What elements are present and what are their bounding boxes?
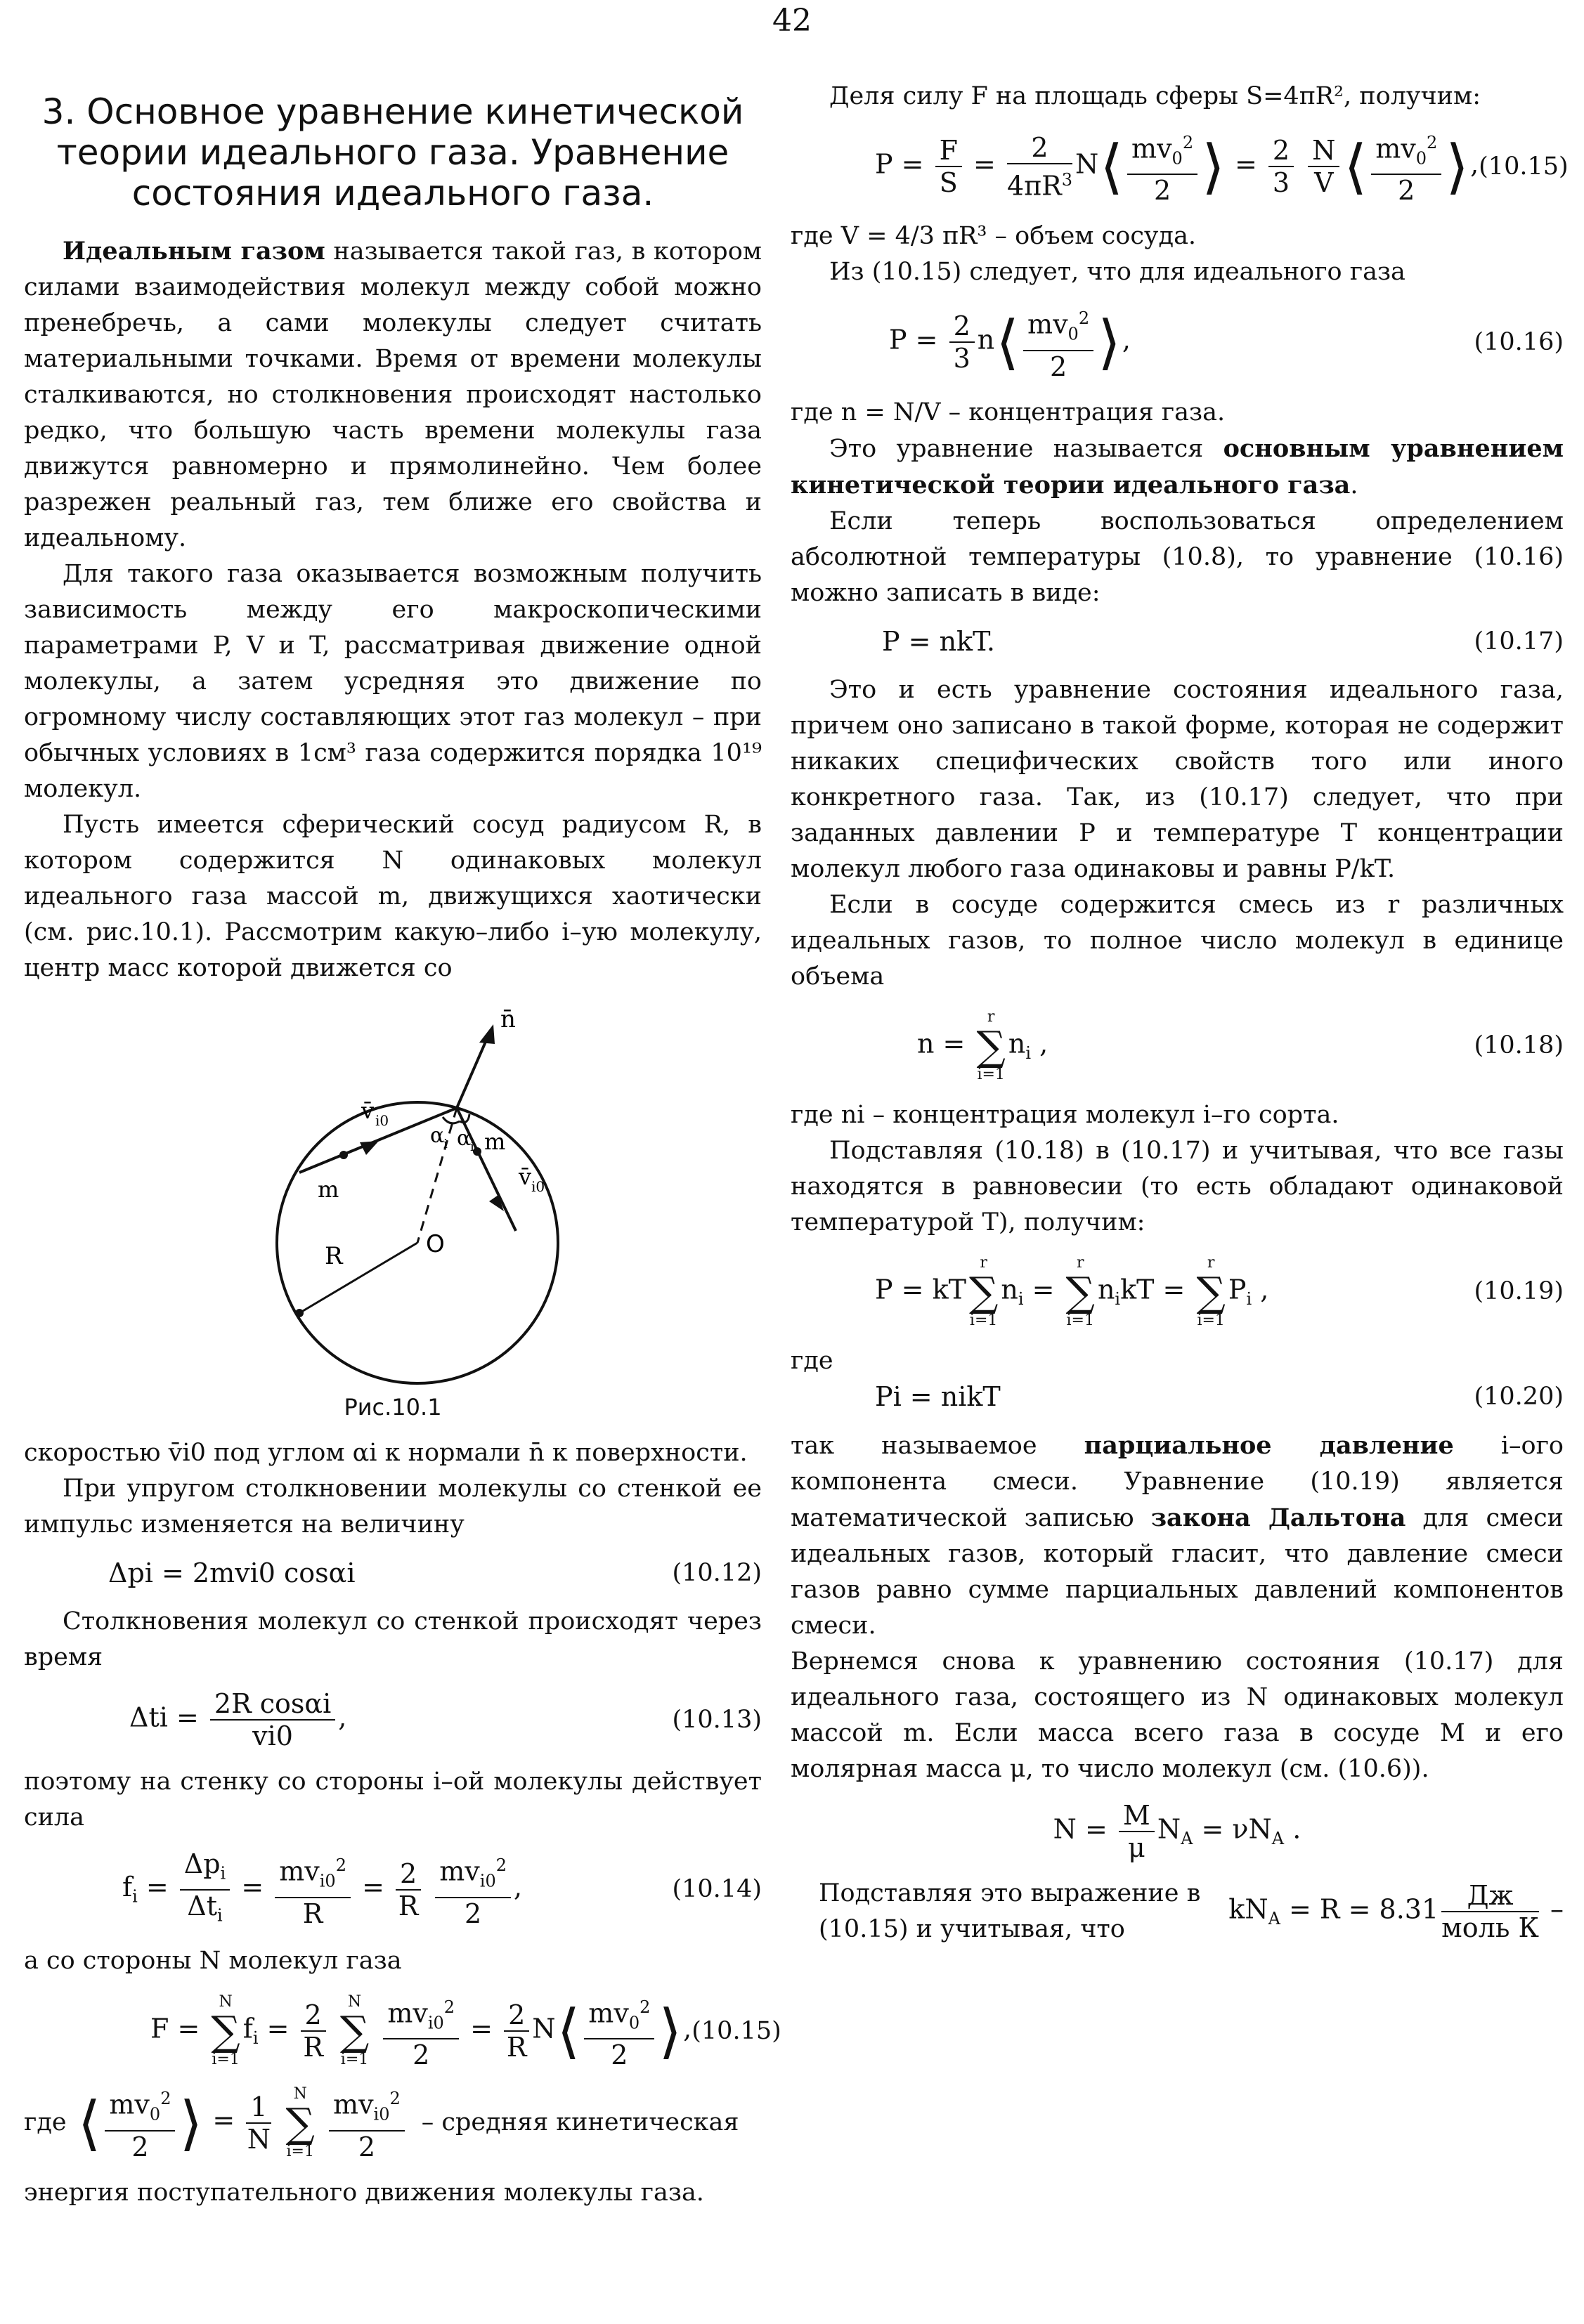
equation-n-molecules-body: N = $\frac{M}{\mu}$ $N_A = \nu N_A$ .	[1053, 1799, 1301, 1863]
page-number: 42	[772, 3, 812, 39]
paragraph-n-molecules: а со стороны N молекул газа	[24, 1947, 402, 1976]
normal-arrowhead	[479, 1024, 495, 1044]
equation-10-20-body: Pi = nikT	[875, 1380, 1001, 1412]
paragraph-concentration: где n = N/V – концентрация газа.	[791, 398, 1226, 426]
figure-caption: Рис.10.1	[344, 1394, 442, 1421]
paragraph-volume: где V = 4/3 πR³ – объем сосуда.	[791, 222, 1197, 251]
equation-10-12	[24, 1555, 762, 1591]
equation-10-15-right	[791, 127, 1569, 207]
label-alpha-1-sub: i	[443, 1137, 448, 1151]
equation-10-13	[24, 1688, 762, 1751]
equation-10-14-body: $f_i$ = $\Delta p_i$ $\Delta t_i$ = $mv_{i0}^2$ R = $\frac{2}{R}$ $mv_{i0}^2$ 2 ,	[122, 1848, 523, 1929]
figure-10-1	[24, 993, 762, 1387]
paragraph-ni: где ni – концентрация молекул i–го сорта.	[791, 1100, 1339, 1129]
equation-10-14	[24, 1848, 762, 1931]
paragraph-basic-equation: Это уравнение называется основным уравнением кинетической теории идеального газа.	[791, 433, 1564, 500]
term-ideal-gas: Идеальным газом	[63, 237, 325, 266]
equation-10-18	[791, 1007, 1564, 1085]
equation-10-19-number: (10.19)	[1474, 1277, 1564, 1305]
equation-10-19	[791, 1253, 1564, 1331]
paragraph-temperature: Если теперь воспользоваться определением абсолютной температуры (10.8), то уравнение (10.16) можно записать в виде:	[791, 507, 1564, 607]
paragraph-pressure: Деля силу F на площадь сферы S=4πR², получим:	[829, 82, 1481, 110]
label-v-out-sub: i0	[531, 1178, 545, 1195]
paragraph-mean-energy: энергия поступательного движения молекулы газа.	[24, 2178, 704, 2207]
label-center: O	[426, 1230, 445, 1258]
paragraph-elastic: При упругом столкновении молекулы со стенкой ее импульс изменяется на величину	[24, 1475, 762, 1539]
paragraph-mixture: Если в сосуде содержится смесь из r различных идеальных газов, то полное число молекул в единице объема	[791, 890, 1564, 991]
equation-10-16	[791, 303, 1564, 381]
normal-vector	[457, 1037, 488, 1108]
term-partial-pressure: парциальное давление	[1084, 1430, 1454, 1460]
equation-10-17-body: P = nkT.	[882, 625, 995, 657]
incoming-arrowhead	[360, 1141, 379, 1155]
radius-line	[299, 1243, 417, 1313]
equation-10-17	[791, 624, 1564, 660]
right-column	[791, 79, 1569, 1960]
equation-10-20-number: (10.20)	[1474, 1382, 1564, 1411]
equation-10-12-body: Δpi = 2mvi0 cosαi	[108, 1558, 356, 1588]
radius-endpoint	[295, 1309, 304, 1317]
equation-10-19-body: P = kT r ∑ i=1 $n_i$ = r ∑ i=1 $n_ikT$ = r ∑ i=1 $P_i$ ,	[875, 1253, 1269, 1329]
paragraph-force-i: поэтому на стенку со стороны i–ой молекулы действует сила	[24, 1768, 762, 1832]
equation-10-20	[791, 1379, 1564, 1415]
term-basic-equation: основным уравнением кинетической теории идеального газа	[791, 433, 1564, 500]
gas-constant-formula: $kN_A = R = 8.31$ Дж моль К –	[1228, 1879, 1564, 1943]
paragraph-velocity-angle: скоростью v̄i0 под углом αi к нормали n̄ к поверхности.	[24, 1439, 748, 1467]
closing-line: Подставляя это выражение в (10.15) и учитывая, что $kN_A = R = 8.31$ Дж моль К –	[819, 1879, 1564, 1943]
paragraph-from-10-15: Из (10.15) следует, что для идеального газа	[829, 258, 1406, 287]
equation-10-13-number: (10.13)	[672, 1705, 762, 1734]
left-column	[24, 79, 781, 2211]
equation-10-15-left	[24, 1992, 781, 2071]
paragraph-dalton: так называемое парциальное давление i–ого компонента смеси. Уравнение (10.19) является математической записью закона Дальтона для смеси идеальных газов, который гласит, что давление смеси газов равно сумме парциальных давлений компонентов смеси.	[791, 1430, 1564, 1640]
label-m-2: m	[484, 1128, 506, 1155]
paragraph-collision-time: Столкновения молекул со стенкой происходят через время	[24, 1607, 762, 1671]
paragraph-averaging: Для такого газа оказывается возможным получить зависимость между его макроскопическими параметрами P, V и T, рассматривая движение одной молекулы, а затем усредняя это движение по огромному числу составляющих этот газ молекул – при обычных условиях в 1см³ газа содержится порядка 10¹⁹ молекул.	[24, 560, 762, 803]
sphere-diagram	[24, 993, 762, 1387]
label-v-in: v̄	[361, 1097, 375, 1124]
mean-energy-formula: ⟨ $\frac{mv_0^2}{2}$ ⟩ = $\frac{1}{N}$ N ∑ i=1 $mv_{i0}^2$ 2	[77, 2083, 408, 2162]
label-radius: R	[325, 1242, 343, 1270]
equation-10-16-body: P = $\frac{2}{3}$ n⟨ $\frac{mv_0^2}{2}$ ⟩,	[889, 303, 1131, 381]
term-dalton-law: закона Дальтона	[1150, 1503, 1406, 1532]
equation-n-molecules	[791, 1800, 1564, 1863]
label-v-out: v̄	[519, 1163, 532, 1190]
equation-10-15-right-number: (10.15)	[1479, 152, 1569, 181]
equation-10-15-left-body: F = N ∑ i=1 $f_i$ = $\frac{2}{R}$ N ∑ i=1 $mv_{i0}^2$ 2 = $\frac{2}{R}$ N⟨ $\frac{mv_0^2}{2}$ ⟩,	[150, 1992, 692, 2070]
equation-10-16-number: (10.16)	[1474, 327, 1564, 356]
molecule-dot-1	[339, 1151, 348, 1159]
label-v-in-sub: i0	[375, 1112, 389, 1129]
paragraph-where: где	[791, 1346, 833, 1375]
definition-mean-energy: где ⟨ $\frac{mv_0^2}{2}$ ⟩ = $\frac{1}{N}$ N ∑ i=1 $mv_{i0}^2$ 2 – средняя кинетическая	[24, 2083, 762, 2162]
label-alpha-2: α	[457, 1126, 472, 1151]
label-normal: n̄	[500, 1005, 516, 1033]
equation-10-15-left-number: (10.15)	[692, 2016, 781, 2045]
equation-10-15-right-body: P = $\frac{F}{S}$ = $\frac{2}{4\pi R^3}$ N⟨ $\frac{mv_0^2}{2}$ ⟩ = $\frac{2}{3}$ $\frac{N}{V}$ ⟨ $\frac{mv_0^2}{2}$ ⟩,	[875, 127, 1479, 206]
equation-10-12-number: (10.12)	[672, 1559, 762, 1587]
angle-arc-1	[443, 1117, 460, 1123]
equation-10-18-number: (10.18)	[1474, 1031, 1564, 1059]
label-m-1: m	[318, 1176, 339, 1203]
paragraph-ideal-gas: Идеальным газом называется такой газ, в котором силами взаимодействия молекул между собой можно пренебречь, а сами молекулы следует считать материальными точками. Время от времени молекулы сталкиваются, но столкновения происходят настолько редко, что большую часть времени молекулы газа движутся равномерно и прямолинейно. Чем более разрежен реальный газ, тем ближе его свойства и идеальному.	[24, 237, 762, 552]
paragraph-sphere: Пусть имеется сферический сосуд радиусом R, в котором содержится N одинаковых молекул идеального газа массой m, движущихся хаотически (см. рис.10.1). Рассмотрим какую–либо i–ую молекулу, центр масс которой движется со	[24, 811, 762, 982]
section-title: 3. Основное уравнение кинетической теории идеального газа. Уравнение состояния идеального газа.	[41, 91, 744, 214]
equation-10-14-number: (10.14)	[672, 1875, 762, 1904]
molecule-dot-2	[473, 1147, 481, 1156]
label-alpha-2-sub: i	[470, 1140, 474, 1154]
paragraph-state-equation: Это и есть уравнение состояния идеального газа, причем оно записано в такой форме, которая не содержит никаких специфических свойств того или иного конкретного газа. Так, из (10.17) следует, что при заданных давлении P и температуре T концентрации молекул любого газа одинаковы и равны P/kT.	[791, 675, 1564, 883]
equation-10-13-body: Δti = $\frac{\text{2R cosαi}}{vi0}$ ,	[129, 1688, 347, 1751]
equation-10-18-body: n = r ∑ i=1 $n_i$ ,	[917, 1007, 1049, 1083]
paragraph-substitute: Подставляя (10.18) в (10.17) и учитывая, что все газы находятся в равновесии (то есть обладают одинаковой температурой T), получим:	[791, 1136, 1564, 1236]
equation-10-17-number: (10.17)	[1474, 627, 1564, 655]
label-alpha-1: α	[430, 1123, 445, 1148]
paragraph-return: Вернемся снова к уравнению состояния (10.17) для идеального газа, состоящего из N одинаковых молекул массой m. Если масса всего газа в сосуде M и его молярная масса μ, то число молекул (см. (10.6)).	[791, 1647, 1564, 1783]
